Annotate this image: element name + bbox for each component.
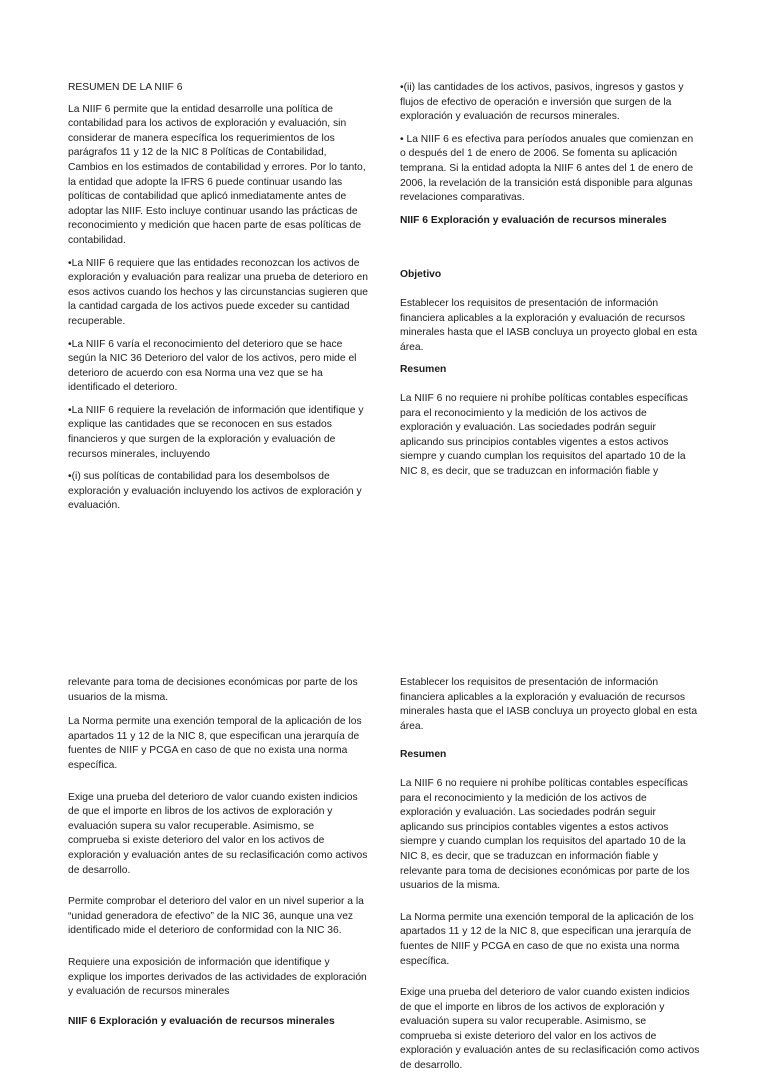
paragraph: La Norma permite una exención temporal de la aplicación de los apartados 11 y 12 de la NIC 8, que especifican una jerarquía de fuentes de NIIF y PCGA en caso de que no exista una norma específica.: [400, 911, 694, 967]
objective-heading: Objetivo: [400, 269, 442, 281]
bullet-paragraph: • La NIIF 6 es efectiva para períodos anuales que comienzan en o después del 1 de enero de 2006. Se fomenta su aplicación temprana. Si la entidad adopta la NIIF 6 antes del 1 de enero de 2006, la revelación de la transición está disponible para algunas revelaciones comparativas.: [400, 133, 694, 204]
paragraph: Establecer los requisitos de presentación de información financiera aplicables a la exploración y evaluación de recursos minerales hasta que el IASB concluya un proyecto global en esta área.: [400, 677, 698, 732]
paragraph: La NIIF 6 no requiere ni prohíbe políticas contables específicas para el reconocimiento y la medición de los activos de exploración y evaluación. Las sociedades podrán seguir aplicando sus principios contables vigentes a estos activos siempre y cuando cumplan los requisitos del apartado 10 de la NIC 8, es decir, que se traduzcan en información fiable y: [400, 392, 688, 477]
document-page-2: [0, 560, 768, 1072]
paragraph: La NIIF 6 no requiere ni prohíbe políticas contables específicas para el reconocimiento y la medición de los activos de exploración y evaluación. Las sociedades podrán seguir aplicando sus principios contables vigentes a estos activos siempre y cuando cumplan los requisitos del apartado 10 de la NIC 8, es decir, que se traduzcan en información fiable y relevante para toma de decisiones económicas por parte de los usuarios de la misma.: [400, 777, 690, 892]
paragraph: Establecer los requisitos de presentación de información financiera aplicables a la exploración y evaluación de recursos minerales hasta que el IASB concluya un proyecto global en esta área.: [400, 297, 698, 353]
paragraph: La NIIF 6 permite que la entidad desarrolle una política de contabilidad para los activos de exploración y evaluación, sin considerar de manera específica los requerimientos de los parágrafos 11 y 12 de la NIC 8 Políticas de Contabilidad, Cambios en los estimados de contabilidad y errores. Por lo tanto, la entidad que adopte la IFRS 6 puede continuar usando las políticas de contabilidad que aplicó inmediatamente antes de adoptar las NIIF. Esto incluye continuar usando las prácticas de reconocimiento y medición que hacen parte de esas políticas de contabilidad.: [68, 103, 366, 246]
document-title: RESUMEN DE LA NIIF 6: [68, 82, 183, 93]
page2-right-column: [400, 676, 700, 1082]
page2-left-column: [68, 676, 368, 1037]
paragraph: La Norma permite una exención temporal de la aplicación de los apartados 11 y 12 de la NIC 8, que especifican una jerarquía de fuentes de NIIF y PCGA en caso de que no exista una norma específica.: [68, 716, 362, 771]
paragraph: Exige una prueba del deterioro de valor cuando existen indicios de que el importe en libros de los activos de exploración y evaluación supera su valor recuperable. Asimismo, se comprueba si existe deterioro del valor en los activos de exploración y evaluación antes de su reclasificación como activos de desarrollo.: [68, 791, 368, 876]
bullet-paragraph: •(i) sus políticas de contabilidad para los desembolsos de exploración y evaluación incluyendo los activos de exploración y evaluación.: [68, 471, 362, 512]
summary-heading: Resumen: [400, 749, 447, 761]
paragraph: Exige una prueba del deterioro de valor cuando existen indicios de que el importe en libros de los activos de exploración y evaluación supera su valor recuperable. Asimismo, se comprueba si existe deterioro del valor en los activos de exploración y evaluación antes de su reclasificación como activos de desarrollo.: [400, 987, 700, 1072]
bullet-paragraph: •La NIIF 6 requiere la revelación de información que identifique y explique las cantidades que se reconocen en sus estados financieros y que surgen de la exploración y evaluación de recursos minerales, incluyendo: [68, 404, 364, 460]
bullet-paragraph: •(ii) las cantidades de los activos, pasivos, ingresos y gastos y flujos de efectivo de operación e inversión que surgen de la exploración y evaluación de recursos minerales.: [400, 82, 684, 123]
paragraph: Requiere una exposición de información que identifique y explique los importes derivados de las actividades de exploración y evaluación de recursos minerales: [68, 956, 367, 998]
bullet-paragraph: •La NIIF 6 varía el reconocimiento del deterioro que se hace según la NIC 36 Deterioro del valor de los activos, pero mide el deterioro de acuerdo con esa Norma una vez que se ha identificado el deterioro.: [68, 338, 357, 394]
summary-heading: Resumen: [400, 364, 447, 376]
page1-left-column: [68, 81, 368, 522]
paragraph: Permite comprobar el deterioro del valor en un nivel superior a la “unidad generadora de efectivo” de la NIC 36, aunque una vez identificado mide el deterioro de conformidad con la NIC 36.: [68, 896, 364, 937]
bullet-paragraph: •La NIIF 6 requiere que las entidades reconozcan los activos de exploración y evaluación para realizar una prueba de deterioro en esos activos cuando los hechos y las circunstancias sugieren que la cantidad cargada de los activos puede exceder su cantidad recuperable.: [68, 257, 368, 327]
section-heading: NIIF 6 Exploración y evaluación de recursos minerales: [68, 1015, 335, 1027]
section-heading: NIIF 6 Exploración y evaluación de recursos minerales: [400, 214, 667, 226]
paragraph: relevante para toma de decisiones económicas por parte de los usuarios de la misma.: [68, 677, 358, 703]
page1-right-column: [400, 81, 700, 487]
